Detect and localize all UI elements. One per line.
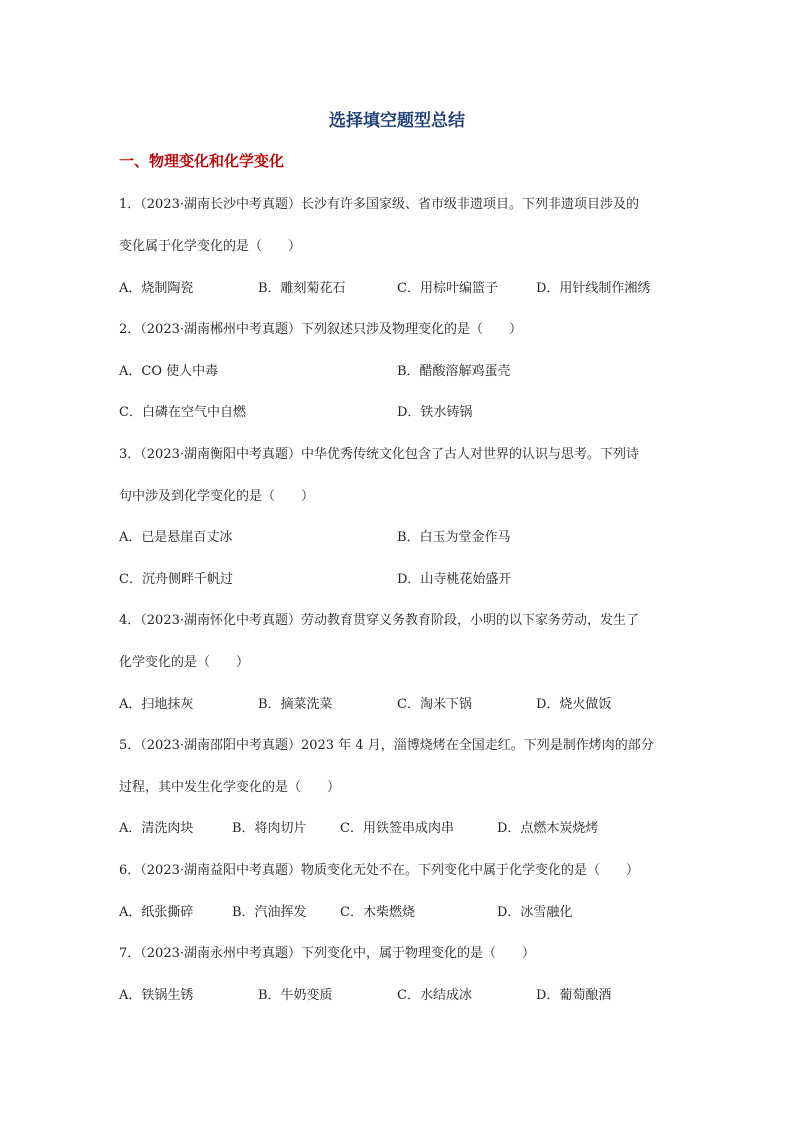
section-heading: 一、物理变化和化学变化 — [119, 152, 285, 170]
question-4-option-a: A．扫地抹灰 — [119, 697, 194, 712]
question-1-option-a: A．烧制陶瓷 — [119, 281, 194, 296]
question-5-option-b: B．将肉切片 — [232, 821, 307, 836]
question-5-option-d: D．点燃木炭烧烤 — [497, 821, 599, 836]
question-6-stem-line-1: 6．（2023·湖南益阳中考真题）物质变化无处不在。下列变化中属于化学变化的是（ ） — [119, 863, 639, 878]
question-3-option-a: A．已是悬崖百丈冰 — [119, 530, 233, 545]
question-7-stem-line-1: 7．（2023·湖南永州中考真题）下列变化中，属于物理变化的是（ ） — [119, 946, 535, 961]
question-2-option-d: D．铁水铸锅 — [397, 405, 473, 420]
question-5-stem-line-1: 5．（2023·湖南邵阳中考真题）2023 年 4 月，淄博烧烤在全国走红。下列是制作烤肉的部分 — [119, 738, 654, 753]
question-1-option-d: D．用针线制作湘绣 — [536, 281, 651, 296]
question-3-stem-line-1: 3．（2023·湖南衡阳中考真题）中华优秀传统文化包含了古人对世界的认识与思考。下列诗 — [119, 447, 639, 462]
question-4-option-d: D．烧火做饭 — [536, 697, 612, 712]
question-4-option-b: B．摘菜洗菜 — [258, 697, 333, 712]
question-6-option-c: C．木柴燃烧 — [340, 905, 415, 920]
question-4-stem-line-1: 4．（2023·湖南怀化中考真题）劳动教育贯穿义务教育阶段，小明的以下家务劳动，发生了 — [119, 613, 639, 628]
question-2-option-a: A．CO 使人中毒 — [119, 364, 219, 379]
question-5-option-a: A．清洗肉块 — [119, 821, 194, 836]
question-3-option-c: C．沉舟侧畔千帆过 — [119, 572, 233, 587]
question-5-option-c: C．用铁签串成肉串 — [340, 821, 454, 836]
question-2-stem-line-1: 2．（2023·湖南郴州中考真题）下列叙述只涉及物理变化的是（ ） — [119, 322, 522, 337]
question-7-option-c: C．水结成冰 — [397, 988, 472, 1003]
question-6-option-a: A．纸张撕碎 — [119, 905, 194, 920]
question-2-option-b: B．醋酸溶解鸡蛋壳 — [397, 364, 511, 379]
page-title: 选择填空题型总结 — [329, 111, 465, 131]
question-1-option-b: B．雕刻菊花石 — [258, 281, 346, 296]
question-3-option-d: D．山寺桃花始盛开 — [397, 572, 512, 587]
question-7-option-b: B．牛奶变质 — [258, 988, 333, 1003]
question-1-stem-line-1: 1．（2023·湖南长沙中考真题）长沙有许多国家级、省市级非遗项目。下列非遗项目涉及的 — [119, 197, 639, 212]
question-1-option-c: C．用棕叶编篮子 — [397, 281, 498, 296]
question-3-option-b: B．白玉为堂金作马 — [397, 530, 511, 545]
question-7-option-d: D．葡萄酿酒 — [536, 988, 612, 1003]
question-3-stem-line-2: 句中涉及到化学变化的是（ ） — [119, 489, 315, 504]
question-4-option-c: C．淘米下锅 — [397, 697, 472, 712]
question-1-stem-line-2: 变化属于化学变化的是（ ） — [119, 239, 302, 254]
question-7-option-a: A．铁锅生锈 — [119, 988, 194, 1003]
question-5-stem-line-2: 过程，其中发生化学变化的是（ ） — [119, 780, 341, 795]
question-2-option-c: C．白磷在空气中自燃 — [119, 405, 246, 420]
question-6-option-d: D．冰雪融化 — [497, 905, 573, 920]
question-6-option-b: B．汽油挥发 — [232, 905, 307, 920]
question-4-stem-line-2: 化学变化的是（ ） — [119, 655, 250, 670]
